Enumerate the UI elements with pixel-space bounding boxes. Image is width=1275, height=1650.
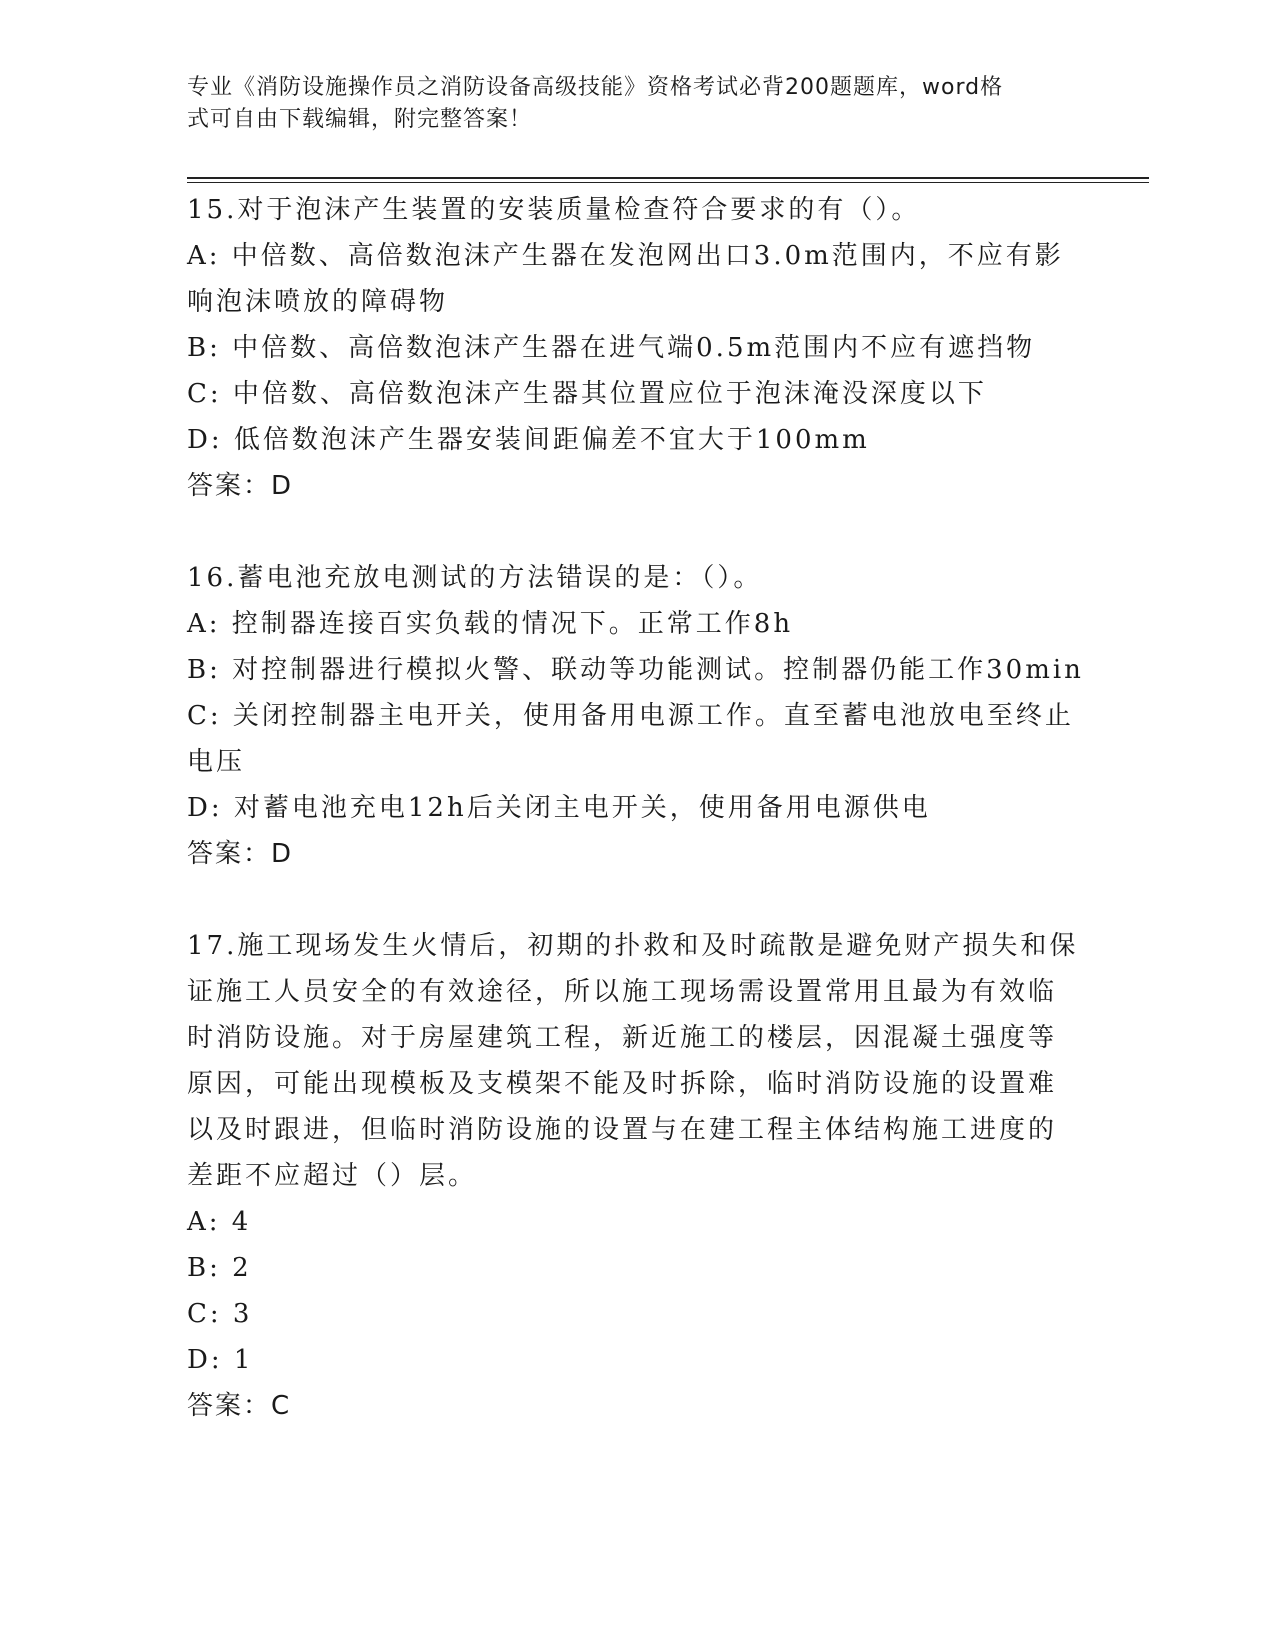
option-c-continued: 电压 [187, 747, 246, 777]
answer: 答案：D [187, 471, 294, 501]
option-d: D: 1 [187, 1345, 254, 1375]
header-divider-thin [187, 182, 1149, 183]
option-d: D: 低倍数泡沫产生器安装间距偏差不宜大于100mm [187, 425, 870, 455]
question-15 [187, 187, 1087, 509]
question-text-continued: 原因，可能出现模板及支模架不能及时拆除，临时消防设施的设置难 [187, 1069, 1058, 1099]
question-text-continued: 时消防设施。对于房屋建筑工程，新近施工的楼层，因混凝土强度等 [187, 1023, 1058, 1053]
document-header [187, 72, 1067, 136]
answer: 答案：D [187, 839, 294, 869]
option-b: B: 对控制器进行模拟火警、联动等功能测试。控制器仍能工作30min [187, 655, 1084, 685]
option-c: C: 3 [187, 1299, 253, 1329]
question-17 [187, 923, 1087, 1429]
header-line-1: 专业《消防设施操作员之消防设备高级技能》资格考试必背200题题库，word格 [187, 75, 1004, 100]
option-a: A: 中倍数、高倍数泡沫产生器在发泡网出口3.0m范围内，不应有影 [187, 241, 1064, 271]
answer: 答案：C [187, 1391, 292, 1421]
option-c: C: 关闭控制器主电开关，使用备用电源工作。直至蓄电池放电至终止 [187, 701, 1074, 731]
question-16 [187, 555, 1087, 877]
option-a: A: 4 [187, 1207, 252, 1237]
option-b: B: 中倍数、高倍数泡沫产生器在进气端0.5m范围内不应有遮挡物 [187, 333, 1036, 363]
option-a: A: 控制器连接百实负载的情况下。正常工作8h [187, 609, 794, 639]
question-list [187, 187, 1087, 1429]
header-divider-thick [187, 177, 1149, 179]
question-text: 15.对于泡沫产生装置的安装质量检查符合要求的有（）。 [187, 195, 921, 225]
option-a-continued: 响泡沫喷放的障碍物 [187, 287, 449, 317]
option-d: D: 对蓄电池充电12h后关闭主电开关，使用备用电源供电 [187, 793, 931, 823]
question-text: 16.蓄电池充放电测试的方法错误的是：（）。 [187, 563, 763, 593]
question-text-continued: 以及时跟进，但临时消防设施的设置与在建工程主体结构施工进度的 [187, 1115, 1058, 1145]
option-c: C: 中倍数、高倍数泡沫产生器其位置应位于泡沫淹没深度以下 [187, 379, 987, 409]
header-line-2: 式可自由下载编辑，附完整答案！ [187, 107, 533, 132]
question-text-continued: 差距不应超过（）层。 [187, 1161, 478, 1191]
question-text-continued: 证施工人员安全的有效途径，所以施工现场需设置常用且最为有效临 [187, 977, 1058, 1007]
option-b: B: 2 [187, 1253, 252, 1283]
question-text: 17.施工现场发生火情后，初期的扑救和及时疏散是避免财产损失和保 [187, 931, 1079, 961]
